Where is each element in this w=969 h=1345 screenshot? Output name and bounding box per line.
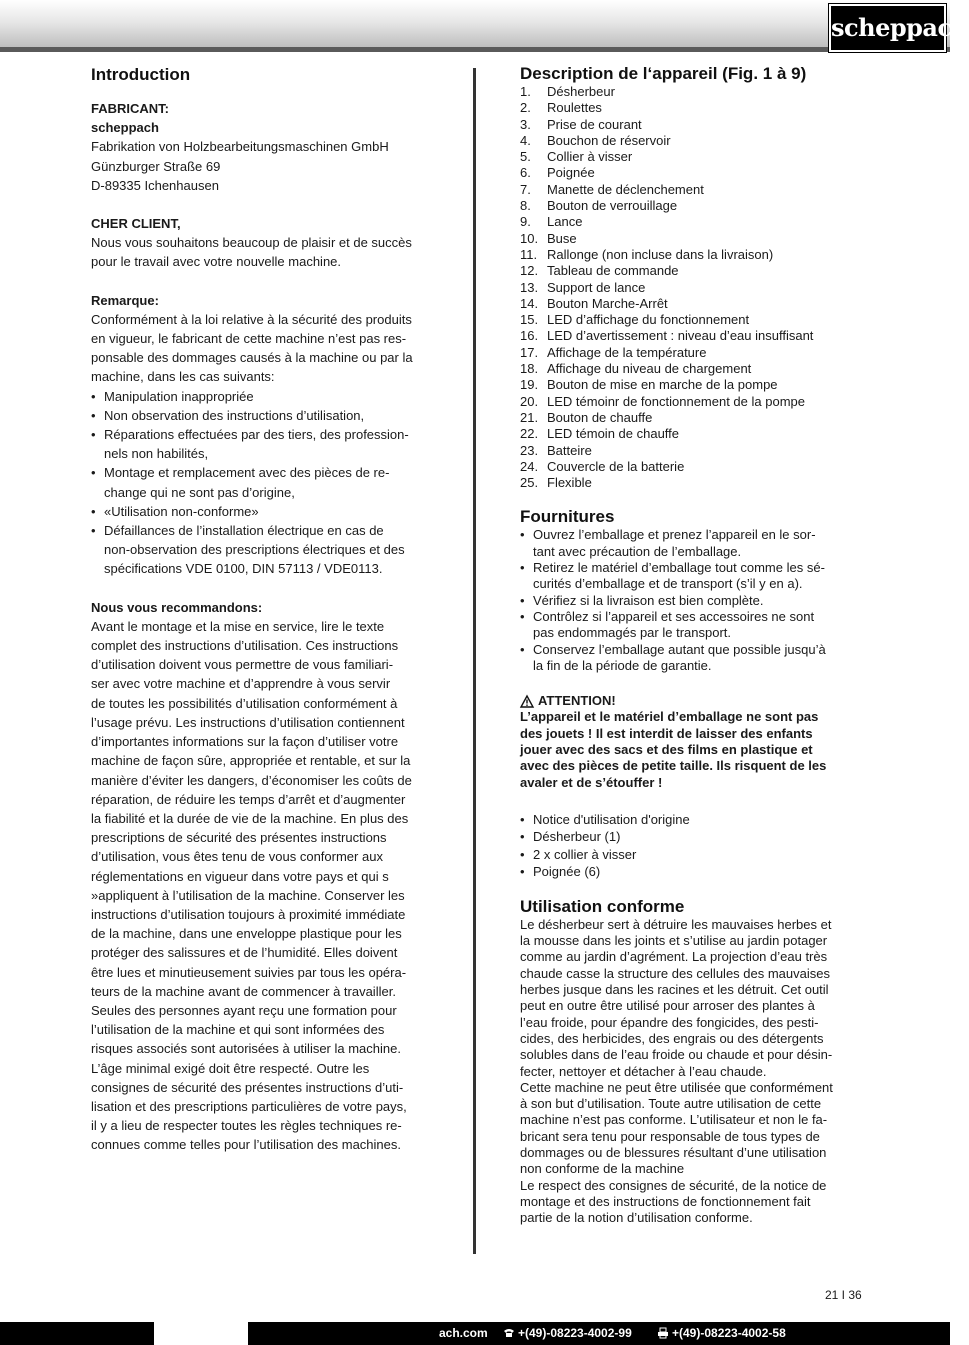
part-number: 24. [520, 458, 539, 474]
part-number: 20. [520, 393, 539, 409]
attention-heading [520, 693, 865, 709]
list-item: • 2 x collier à visser [520, 846, 865, 864]
usage-text-line: à son but d’utilisation. Toute autre utilisation de cette [520, 1096, 822, 1112]
supplies-list [520, 527, 865, 674]
list-item: • Contrôlez si l’appareil et ses accessoires ne sont pas endommagés par le transport. [520, 609, 865, 642]
recommend-text-line: connues comme telles pour l’utilisation des machines. [91, 1137, 401, 1153]
usage-text-line: l’eau froide, pour épandre des fongicides, des pesti- [520, 1014, 819, 1030]
recommend-text-line: il y a lieu de respecter toutes les règles techniques re- [91, 1118, 402, 1134]
recommend-text-line: réparation, de réduire les temps d’arrêt et d’augmenter [91, 791, 406, 807]
part-number: 9. [520, 214, 531, 230]
part-list-item [520, 410, 865, 426]
part-list-item [520, 328, 865, 344]
usage-text-line: fecter, nettoyer et détacher à l’eau chaude. [520, 1063, 767, 1079]
part-number: 23. [520, 442, 539, 458]
recommend-text-line: machine de façon sûre, appropriée et rentable, et sur la [91, 753, 411, 769]
part-label: Prise de courant [547, 116, 642, 132]
part-number: 1. [520, 84, 531, 99]
phone-contact [503, 1325, 632, 1341]
part-label: Manette de déclenchement [547, 181, 704, 197]
part-number: 4. [520, 132, 531, 148]
recommend-text-line: réglementations en vigueur dans votre pays et qui s [91, 868, 389, 884]
list-item: • Désherbeur (1) [520, 828, 865, 846]
header-rule [0, 47, 950, 52]
part-label: Affichage du niveau de chargement [547, 361, 752, 377]
address-line: D-89335 Ichenhausen [91, 177, 219, 193]
part-label: Collier à visser [547, 149, 633, 165]
list-item: • Vérifiez si la livraison est bien complète. [520, 593, 865, 609]
footer-bar [248, 1322, 950, 1345]
list-item: • Notice d'utilisation d'origine [520, 811, 865, 829]
part-list-item [520, 182, 865, 198]
part-number: 25. [520, 475, 539, 491]
logo-text: scheppach [831, 13, 969, 42]
part-number: 21. [520, 409, 539, 425]
part-label: Désherbeur [547, 84, 615, 99]
note-text-line: machine, dans les cas suivants: [91, 369, 275, 385]
contents-list [520, 811, 865, 881]
recommend-text-line: complet des instructions d’utilisation. Ces instructions [91, 638, 399, 654]
part-list-item [520, 312, 865, 328]
part-label: LED témoin de chauffe [547, 426, 680, 442]
part-label: Bouton de mise en marche de la pompe [547, 377, 778, 393]
part-list-item [520, 247, 865, 263]
section-title-introduction: Introduction [91, 65, 191, 84]
list-item: • «Utilisation non-conforme» [91, 502, 436, 521]
part-list-item [520, 149, 865, 165]
usage-text-line: dommages ou de blessures résultant d’une utilisation [520, 1145, 827, 1161]
part-number: 18. [520, 361, 539, 377]
recommend-text-line: teurs de la machine avant de commencer à travailler. [91, 983, 396, 999]
scheppach-logo [829, 4, 969, 52]
usage-text-line: la mousse dans les joints et s’utilise au jardin potager [520, 933, 828, 949]
usage-text-line: partie de la notion d’utilisation conforme. [520, 1210, 753, 1226]
recommend-text-line: manière d’éviter les dangers, d’économiser les coûts de [91, 772, 412, 788]
recommend-heading: Nous vous recommandons: [91, 599, 263, 615]
attention-text-line: avaler et de s’étouffer ! [520, 774, 663, 790]
note-text-line: en vigueur, le fabricant de cette machine n’est pas res- [91, 331, 407, 347]
recommend-text-line: Avant le montage et la mise en service, lire le texte [91, 618, 385, 634]
part-label: Couvercle de la batterie [547, 458, 685, 474]
part-number: 16. [520, 328, 539, 344]
part-label: LED d’affichage du fonctionnement [547, 312, 750, 328]
note-text-line: Conformément à la loi relative à la sécurité des produits [91, 311, 412, 327]
fax-contact [657, 1325, 786, 1341]
recommend-text-line: consignes de sécurité des présentes instructions d’uti- [91, 1079, 404, 1095]
list-item: • Ouvrez l’emballage et prenez l’appareil en le sor- tant avec précaution de l’emballage. [520, 527, 865, 560]
attention-text-line: avec des pièces de petite taille. Ils risquent de les [520, 758, 827, 774]
attention-text-line: L’appareil et le matériel d’emballage ne sont pas [520, 709, 819, 725]
page-number: 21 I 36 [825, 1288, 862, 1302]
part-label: Lance [547, 214, 583, 230]
usage-text-line: comme au jardin d’agrément. La projection d’eau très [520, 949, 828, 965]
part-list-item [520, 198, 865, 214]
recommend-text-line: »appliquent à l’utilisation de la machine. Conserver les [91, 887, 405, 903]
recommend-text-line: l’utilisation de la machine et qui sont informées des [91, 1022, 385, 1038]
part-label: Support de lance [547, 279, 646, 295]
usage-text-line: non conforme de la machine [520, 1161, 685, 1177]
recommend-text-line: lisation et des prescriptions particulières de votre pays, [91, 1098, 407, 1114]
usage-text-line: Le respect des consignes de sécurité, de la notice de [520, 1177, 827, 1193]
part-label: Batteire [547, 442, 592, 458]
part-number: 10. [520, 230, 539, 246]
header-bar [0, 0, 950, 50]
recommend-text-line: de toutes les possibilités d’utilisation conformément à [91, 695, 398, 711]
part-list-item [520, 100, 865, 116]
list-item: • Poignée (6) [520, 863, 865, 881]
client-text-line: pour le travail avec votre nouvelle machine. [91, 254, 342, 270]
client-text-line: Nous vous souhaitons beaucoup de plaisir et de succès [91, 235, 412, 251]
list-item: • Montage et remplacement avec des pièces de re- change qui ne sont pas d’origine, [91, 463, 436, 501]
parts-list [520, 84, 865, 491]
part-list-item [520, 361, 865, 377]
part-list-item [520, 377, 865, 393]
usage-text-line: herbes jusque dans les racines et les détruit. Cet outil [520, 982, 829, 998]
part-label: Bouton Marche-Arrêt [547, 295, 668, 311]
usage-text-line: chaude casse la structure des cellules des mauvaises [520, 965, 830, 981]
list-item: • Conservez l’emballage autant que possible jusqu’à la fin de la période de garantie. [520, 642, 865, 675]
recommend-text-line: d’utilisation doivent vous permettre de vous familiari- [91, 657, 394, 673]
note-bullet-list [91, 387, 436, 579]
note-heading: Remarque: [91, 292, 159, 308]
manufacturer-heading: FABRICANT: [91, 101, 169, 116]
part-label: Buse [547, 230, 577, 246]
part-number: 6. [520, 165, 531, 181]
list-item: • Réparations effectuées par des tiers, des profession- nels non habilités, [91, 425, 436, 463]
part-label: Bouton de verrouillage [547, 198, 678, 214]
phone-number: +(49)-08223-4002-99 [518, 1326, 632, 1340]
part-number: 17. [520, 344, 539, 360]
part-list-item [520, 214, 865, 230]
part-number: 2. [520, 100, 531, 116]
part-list-item [520, 231, 865, 247]
column-divider [473, 68, 476, 1254]
manufacturer-address [91, 137, 436, 195]
part-number: 3. [520, 116, 531, 132]
usage-text-line: cides, des herbicides, des engrais ou des détergents [520, 1030, 824, 1046]
part-list-item [520, 84, 865, 100]
recommend-text-line: risques associés sont autorisées à utiliser la machine. [91, 1041, 401, 1057]
part-label: LED témoinr de fonctionnement de la pompe [547, 393, 805, 409]
part-list-item [520, 394, 865, 410]
attention-text-line: jouer avec des sacs et des films en plastique et [520, 741, 813, 757]
recommend-text-line: la fiabilité et la durée de vie de la machine. En plus des [91, 810, 409, 826]
recommend-text-line: ser avec votre machine et d’apprendre à vous servir [91, 676, 391, 692]
section-title-description: Description de l‘appareil (Fig. 1 à 9) [520, 64, 807, 83]
part-label: Rallonge (non incluse dans la livraison) [547, 246, 774, 262]
part-label: Roulettes [547, 100, 602, 116]
fax-number: +(49)-08223-4002-58 [672, 1326, 786, 1340]
manufacturer-name: scheppach [91, 120, 159, 136]
part-number: 12. [520, 263, 539, 279]
usage-text-line: solubles dans de l’eau froide ou chaude et pour désin- [520, 1047, 833, 1063]
part-list-item [520, 133, 865, 149]
part-list-item [520, 165, 865, 181]
part-number: 11. [520, 246, 538, 262]
attention-label: ATTENTION! [538, 693, 616, 709]
part-number: 7. [520, 181, 531, 197]
part-list-item [520, 117, 865, 133]
recommend-text-line: prescriptions de sécurité des présentes instructions [91, 830, 387, 846]
phone-icon [503, 1328, 515, 1338]
part-number: 22. [520, 426, 539, 442]
recommend-text-line: instructions d’utilisation toujours à proximité immédiate [91, 906, 406, 922]
part-list-item [520, 345, 865, 361]
recommend-paragraph [91, 617, 436, 1155]
attention-text-line: des jouets ! Il est interdit de laisser des enfants [520, 725, 813, 741]
part-number: 8. [520, 198, 531, 214]
usage-paragraph [520, 917, 865, 1227]
recommend-text-line: être lues et minutieusement suivies par tous les opéra- [91, 964, 407, 980]
part-number: 5. [520, 149, 531, 165]
usage-text-line: montage et des instructions de fonctionnement fait [520, 1193, 811, 1209]
list-item: • Non observation des instructions d’utilisation, [91, 406, 436, 425]
recommend-text-line: l’usage prévu. Les instructions d’utilisation contiennent [91, 714, 405, 730]
part-label: LED d’avertissement : niveau d’eau insuffisant [547, 328, 814, 344]
part-label: Bouton de chauffe [547, 409, 653, 425]
section-title-supplies: Fournitures [520, 507, 615, 527]
left-column [91, 64, 436, 1155]
usage-text-line: machine n’est pas conforme. L’utilisateur et non le fa- [520, 1112, 828, 1128]
warning-triangle-icon [520, 695, 534, 708]
part-label: Flexible [547, 475, 592, 491]
right-column [520, 64, 865, 1227]
part-label: Bouchon de réservoir [547, 132, 671, 148]
recommend-text-line: Seules des personnes ayant reçu une formation pour [91, 1002, 397, 1018]
part-label: Tableau de commande [547, 263, 679, 279]
part-list-item [520, 280, 865, 296]
part-list-item [520, 475, 865, 491]
client-heading: CHER CLIENT, [91, 216, 181, 232]
part-list-item [520, 459, 865, 475]
usage-text-line: bricant sera tenu pour responsable de tous types de [520, 1128, 820, 1144]
usage-text-line: Cette machine ne peut être utilisée que conformément [520, 1079, 833, 1095]
part-number: 19. [520, 377, 539, 393]
address-line: Günzburger Straße 69 [91, 158, 221, 174]
recommend-text-line: protéger des salissures et de l’humidité. Elles doivent [91, 945, 398, 961]
part-number: 13. [520, 279, 539, 295]
note-text-line: ponsable des dommages causés à la machine ou par la [91, 350, 413, 366]
part-label: Poignée [547, 165, 595, 181]
list-item: • Défaillances de l’installation électrique en cas de non-observation des prescriptions électriques et des spécifications VDE 0100, DIN 57113 / VDE0113. [91, 521, 436, 579]
recommend-text-line: d’importantes informations sur la façon d’utiliser votre [91, 734, 399, 750]
part-list-item [520, 443, 865, 459]
usage-text-line: peut en outre être utilisé pour arroser des plantes à [520, 998, 815, 1014]
fax-icon [657, 1328, 669, 1338]
list-item: • Manipulation inappropriée [91, 387, 436, 406]
address-line: Fabrikation von Holzbearbeitungsmaschinen GmbH [91, 139, 389, 155]
recommend-text-line: de la machine, dans une enveloppe plastique pour les [91, 926, 402, 942]
recommend-text-line: d’utilisation, vous êtes tenu de vous conformer aux [91, 849, 383, 865]
part-number: 15. [520, 312, 539, 328]
part-label: Affichage de la température [547, 344, 707, 360]
recommend-text-line: L’âge minimal exigé doit être respecté. Outre les [91, 1060, 370, 1076]
part-number: 14. [520, 295, 539, 311]
usage-text-line: Le désherbeur sert à détruire les mauvaises herbes et [520, 916, 832, 932]
list-item: • Retirez le matériel d’emballage tout comme les sé- curités d’emballage et de transport (s’il y en a). [520, 560, 865, 593]
website-link[interactable]: ach.com [439, 1326, 488, 1340]
part-list-item [520, 296, 865, 312]
section-title-usage: Utilisation conforme [520, 896, 685, 916]
footer-bar-left [0, 1322, 154, 1345]
part-list-item [520, 263, 865, 279]
part-list-item [520, 426, 865, 442]
